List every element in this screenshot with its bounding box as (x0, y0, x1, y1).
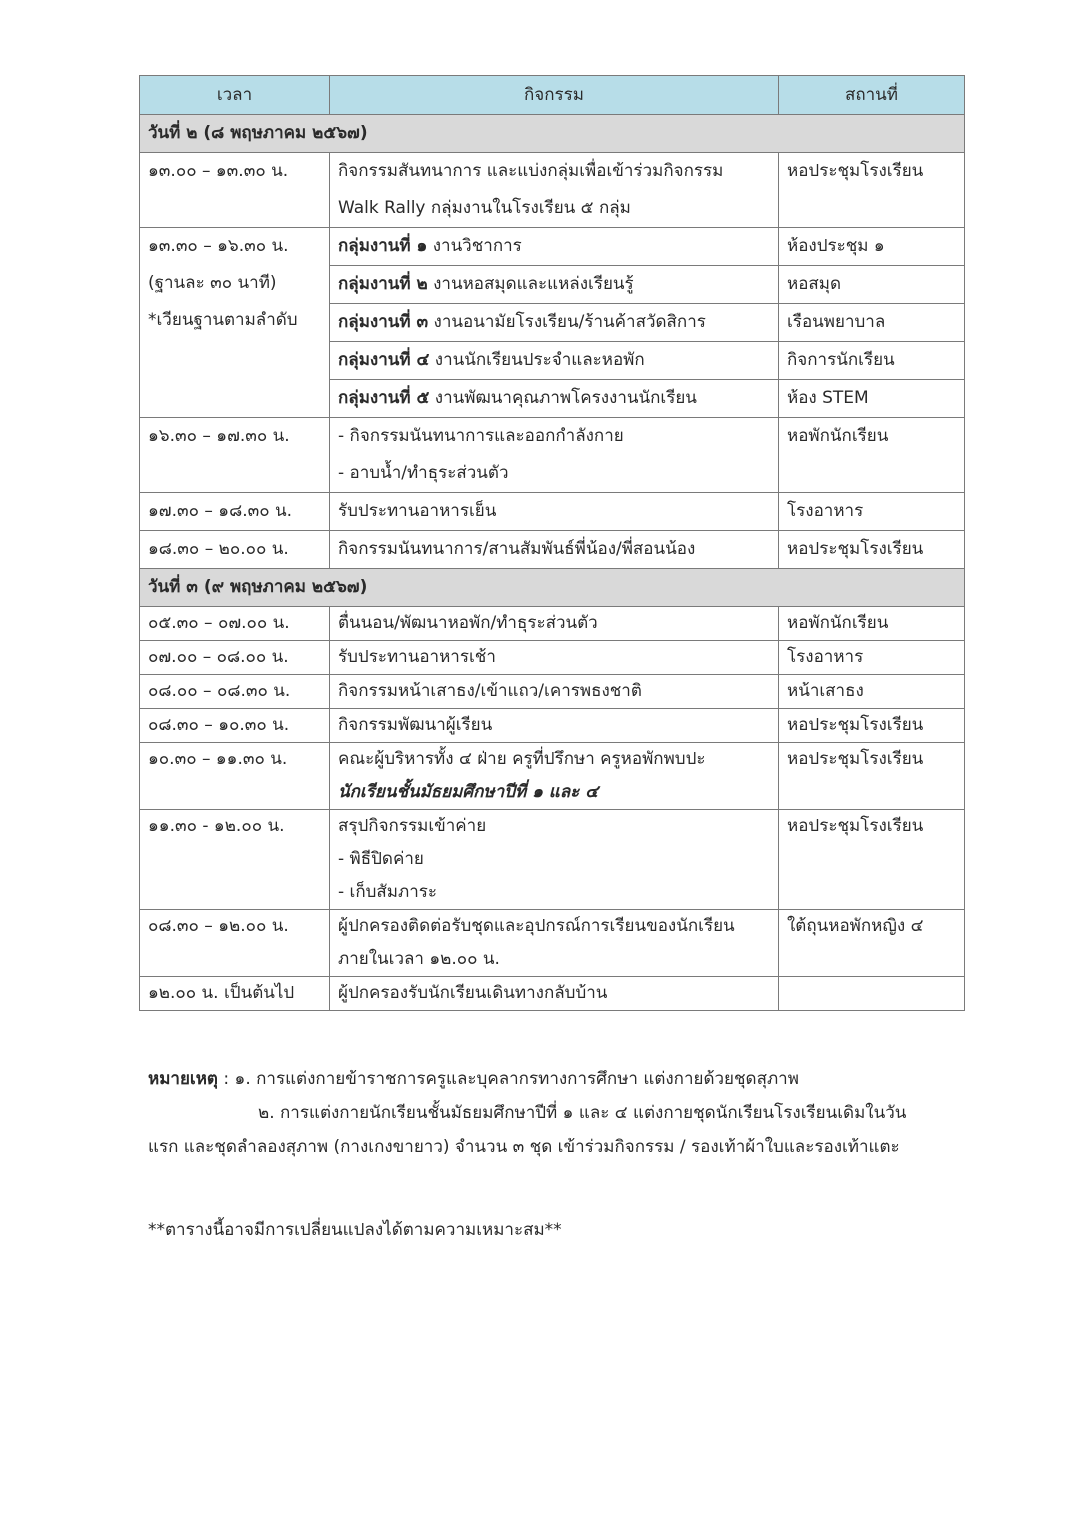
group-text: งานอนามัยโรงเรียน/ร้านค้าสวัดสิการ (428, 312, 706, 332)
activity-line: ผู้ปกครองติดต่อรับชุดและอุปกรณ์การเรียนของนักเรียน (338, 916, 735, 936)
activity-cell: รับประทานอาหารเย็น (330, 493, 779, 531)
activity-line: ภายในเวลา ๑๒.๐๐ น. (338, 949, 500, 969)
note-line-2: ๒. การแต่งกายนักเรียนชั้นมัธยมศึกษาปีที่ ๑ และ ๔ แต่งกายชุดนักเรียนโรงเรียนเดิมในวัน (258, 1103, 907, 1123)
activity-cell (330, 418, 779, 493)
time-cell: ๑๓.๐๐ – ๑๓.๓๐ น. (140, 153, 330, 228)
table-row (140, 493, 965, 531)
place-cell: กิจการนักเรียน (779, 342, 965, 380)
activity-line: คณะผู้บริหารทั้ง ๔ ฝ่าย ครูที่ปรึกษา ครูหอพักพบปะ (338, 749, 706, 769)
time-cell: ๑๖.๓๐ – ๑๗.๓๐ น. (140, 418, 330, 493)
activity-line: กิจกรรมสันทนาการ และแบ่งกลุ่มเพื่อเข้าร่วมกิจกรรม (338, 161, 724, 181)
activity-line: Walk Rally กลุ่มงานในโรงเรียน ๕ กลุ่ม (338, 198, 631, 218)
place-cell: หอประชุมโรงเรียน (779, 743, 965, 810)
notes-section (148, 1062, 958, 1164)
time-line: ๑๓.๓๐ – ๑๖.๓๐ น. (148, 236, 289, 256)
activity-cell (330, 304, 779, 342)
table-row (140, 910, 965, 977)
time-cell: ๑๘.๓๐ – ๒๐.๐๐ น. (140, 531, 330, 569)
time-cell: ๐๕.๓๐ – ๐๗.๐๐ น. (140, 607, 330, 641)
time-cell: ๑๐.๓๐ – ๑๑.๓๐ น. (140, 743, 330, 810)
table-row (140, 228, 965, 266)
notes-separator: : (217, 1069, 235, 1089)
day-label: วันที่ ๒ (๘ พฤษภาคม ๒๕๖๗) (140, 115, 965, 153)
time-line: *เวียนฐานตามลำดับ (148, 310, 298, 330)
notes-label: หมายเหตุ (148, 1069, 218, 1089)
group-text: งานหอสมุดและแหล่งเรียนรู้ (427, 274, 634, 294)
place-cell: หอประชุมโรงเรียน (779, 810, 965, 910)
time-cell: ๐๘.๓๐ – ๑๒.๐๐ น. (140, 910, 330, 977)
time-cell: ๐๘.๓๐ – ๑๐.๓๐ น. (140, 709, 330, 743)
group-label: กลุ่มงานที่ ๒ (338, 274, 428, 294)
table-row (140, 531, 965, 569)
place-cell: โรงอาหาร (779, 493, 965, 531)
activity-line: - อาบน้ำ/ทำธุระส่วนตัว (338, 463, 509, 483)
header-activity: กิจกรรม (330, 76, 779, 115)
table-row (140, 641, 965, 675)
activity-cell (330, 266, 779, 304)
time-line: (ฐานละ ๓๐ นาที) (148, 273, 277, 293)
day-label: วันที่ ๓ (๙ พฤษภาคม ๒๕๖๗) (140, 569, 965, 607)
activity-cell (330, 228, 779, 266)
time-cell: ๐๗.๐๐ – ๐๘.๐๐ น. (140, 641, 330, 675)
place-cell: เรือนพยาบาล (779, 304, 965, 342)
activity-line-emphasis: นักเรียนชั้นมัธยมศึกษาปีที่ ๑ และ ๔ (338, 782, 599, 802)
schedule-table (139, 75, 965, 1011)
place-cell: ห้อง STEM (779, 380, 965, 418)
table-row (140, 675, 965, 709)
day-row (140, 115, 965, 153)
activity-cell: รับประทานอาหารเช้า (330, 641, 779, 675)
table-row (140, 709, 965, 743)
header-row (140, 76, 965, 115)
activity-line: - เก็บสัมภาระ (338, 882, 438, 902)
place-cell: โรงอาหาร (779, 641, 965, 675)
place-cell: หอประชุมโรงเรียน (779, 709, 965, 743)
place-cell: หอประชุมโรงเรียน (779, 531, 965, 569)
activity-cell: ตื่นนอน/พัฒนาหอพัก/ทำธุระส่วนตัว (330, 607, 779, 641)
activity-cell (330, 910, 779, 977)
time-cell: ๐๘.๐๐ – ๐๘.๓๐ น. (140, 675, 330, 709)
place-cell: หอสมุด (779, 266, 965, 304)
header-time: เวลา (140, 76, 330, 115)
place-cell: หอพักนักเรียน (779, 607, 965, 641)
place-cell: ใต้ถุนหอพักหญิง ๔ (779, 910, 965, 977)
note-line-1: ๑. การแต่งกายข้าราชการครูและบุคลากรทางการศึกษา แต่งกายด้วยชุดสุภาพ (234, 1069, 799, 1089)
activity-cell (330, 743, 779, 810)
group-text: งานนักเรียนประจำและหอพัก (429, 350, 645, 370)
activity-cell (330, 342, 779, 380)
activity-line: - กิจกรรมนันทนาการและออกกำลังกาย (338, 426, 624, 446)
time-cell (140, 228, 330, 418)
place-cell (779, 977, 965, 1011)
place-cell: ห้องประชุม ๑ (779, 228, 965, 266)
group-label: กลุ่มงานที่ ๕ (338, 388, 430, 408)
group-label: กลุ่มงานที่ ๑ (338, 236, 428, 256)
activity-cell (330, 810, 779, 910)
group-text: งานวิชาการ (427, 236, 522, 256)
group-label: กลุ่มงานที่ ๓ (338, 312, 429, 332)
footer-disclaimer: **ตารางนี้อาจมีการเปลี่ยนแปลงได้ตามความเหมาะสม** (148, 1220, 562, 1240)
header-place: สถานที่ (779, 76, 965, 115)
activity-cell (330, 380, 779, 418)
activity-cell: กิจกรรมพัฒนาผู้เรียน (330, 709, 779, 743)
table-row (140, 810, 965, 910)
table-row (140, 607, 965, 641)
table-row (140, 743, 965, 810)
group-text: งานพัฒนาคุณภาพโครงงานนักเรียน (429, 388, 697, 408)
activity-line: สรุปกิจกรรมเข้าค่าย (338, 816, 487, 836)
group-label: กลุ่มงานที่ ๔ (338, 350, 430, 370)
table-row (140, 977, 965, 1011)
time-cell: ๑๑.๓๐ - ๑๒.๐๐ น. (140, 810, 330, 910)
time-cell: ๑๗.๓๐ – ๑๘.๓๐ น. (140, 493, 330, 531)
day-row (140, 569, 965, 607)
activity-cell (330, 153, 779, 228)
table-row (140, 418, 965, 493)
activity-line: - พิธีปิดค่าย (338, 849, 424, 869)
place-cell: หอพักนักเรียน (779, 418, 965, 493)
table-row (140, 153, 965, 228)
place-cell: หอประชุมโรงเรียน (779, 153, 965, 228)
note-line-3: แรก และชุดลำลองสุภาพ (กางเกงขายาว) จำนวน ๓ ชุด เข้าร่วมกิจกรรม / รองเท้าผ้าใบและรองเท้าแตะ (148, 1137, 900, 1157)
activity-cell: กิจกรรมหน้าเสาธง/เข้าแถว/เคารพธงชาติ (330, 675, 779, 709)
place-cell: หน้าเสาธง (779, 675, 965, 709)
time-cell: ๑๒.๐๐ น. เป็นต้นไป (140, 977, 330, 1011)
activity-cell: กิจกรรมนันทนาการ/สานสัมพันธ์พี่น้อง/พี่สอนน้อง (330, 531, 779, 569)
activity-cell: ผู้ปกครองรับนักเรียนเดินทางกลับบ้าน (330, 977, 779, 1011)
